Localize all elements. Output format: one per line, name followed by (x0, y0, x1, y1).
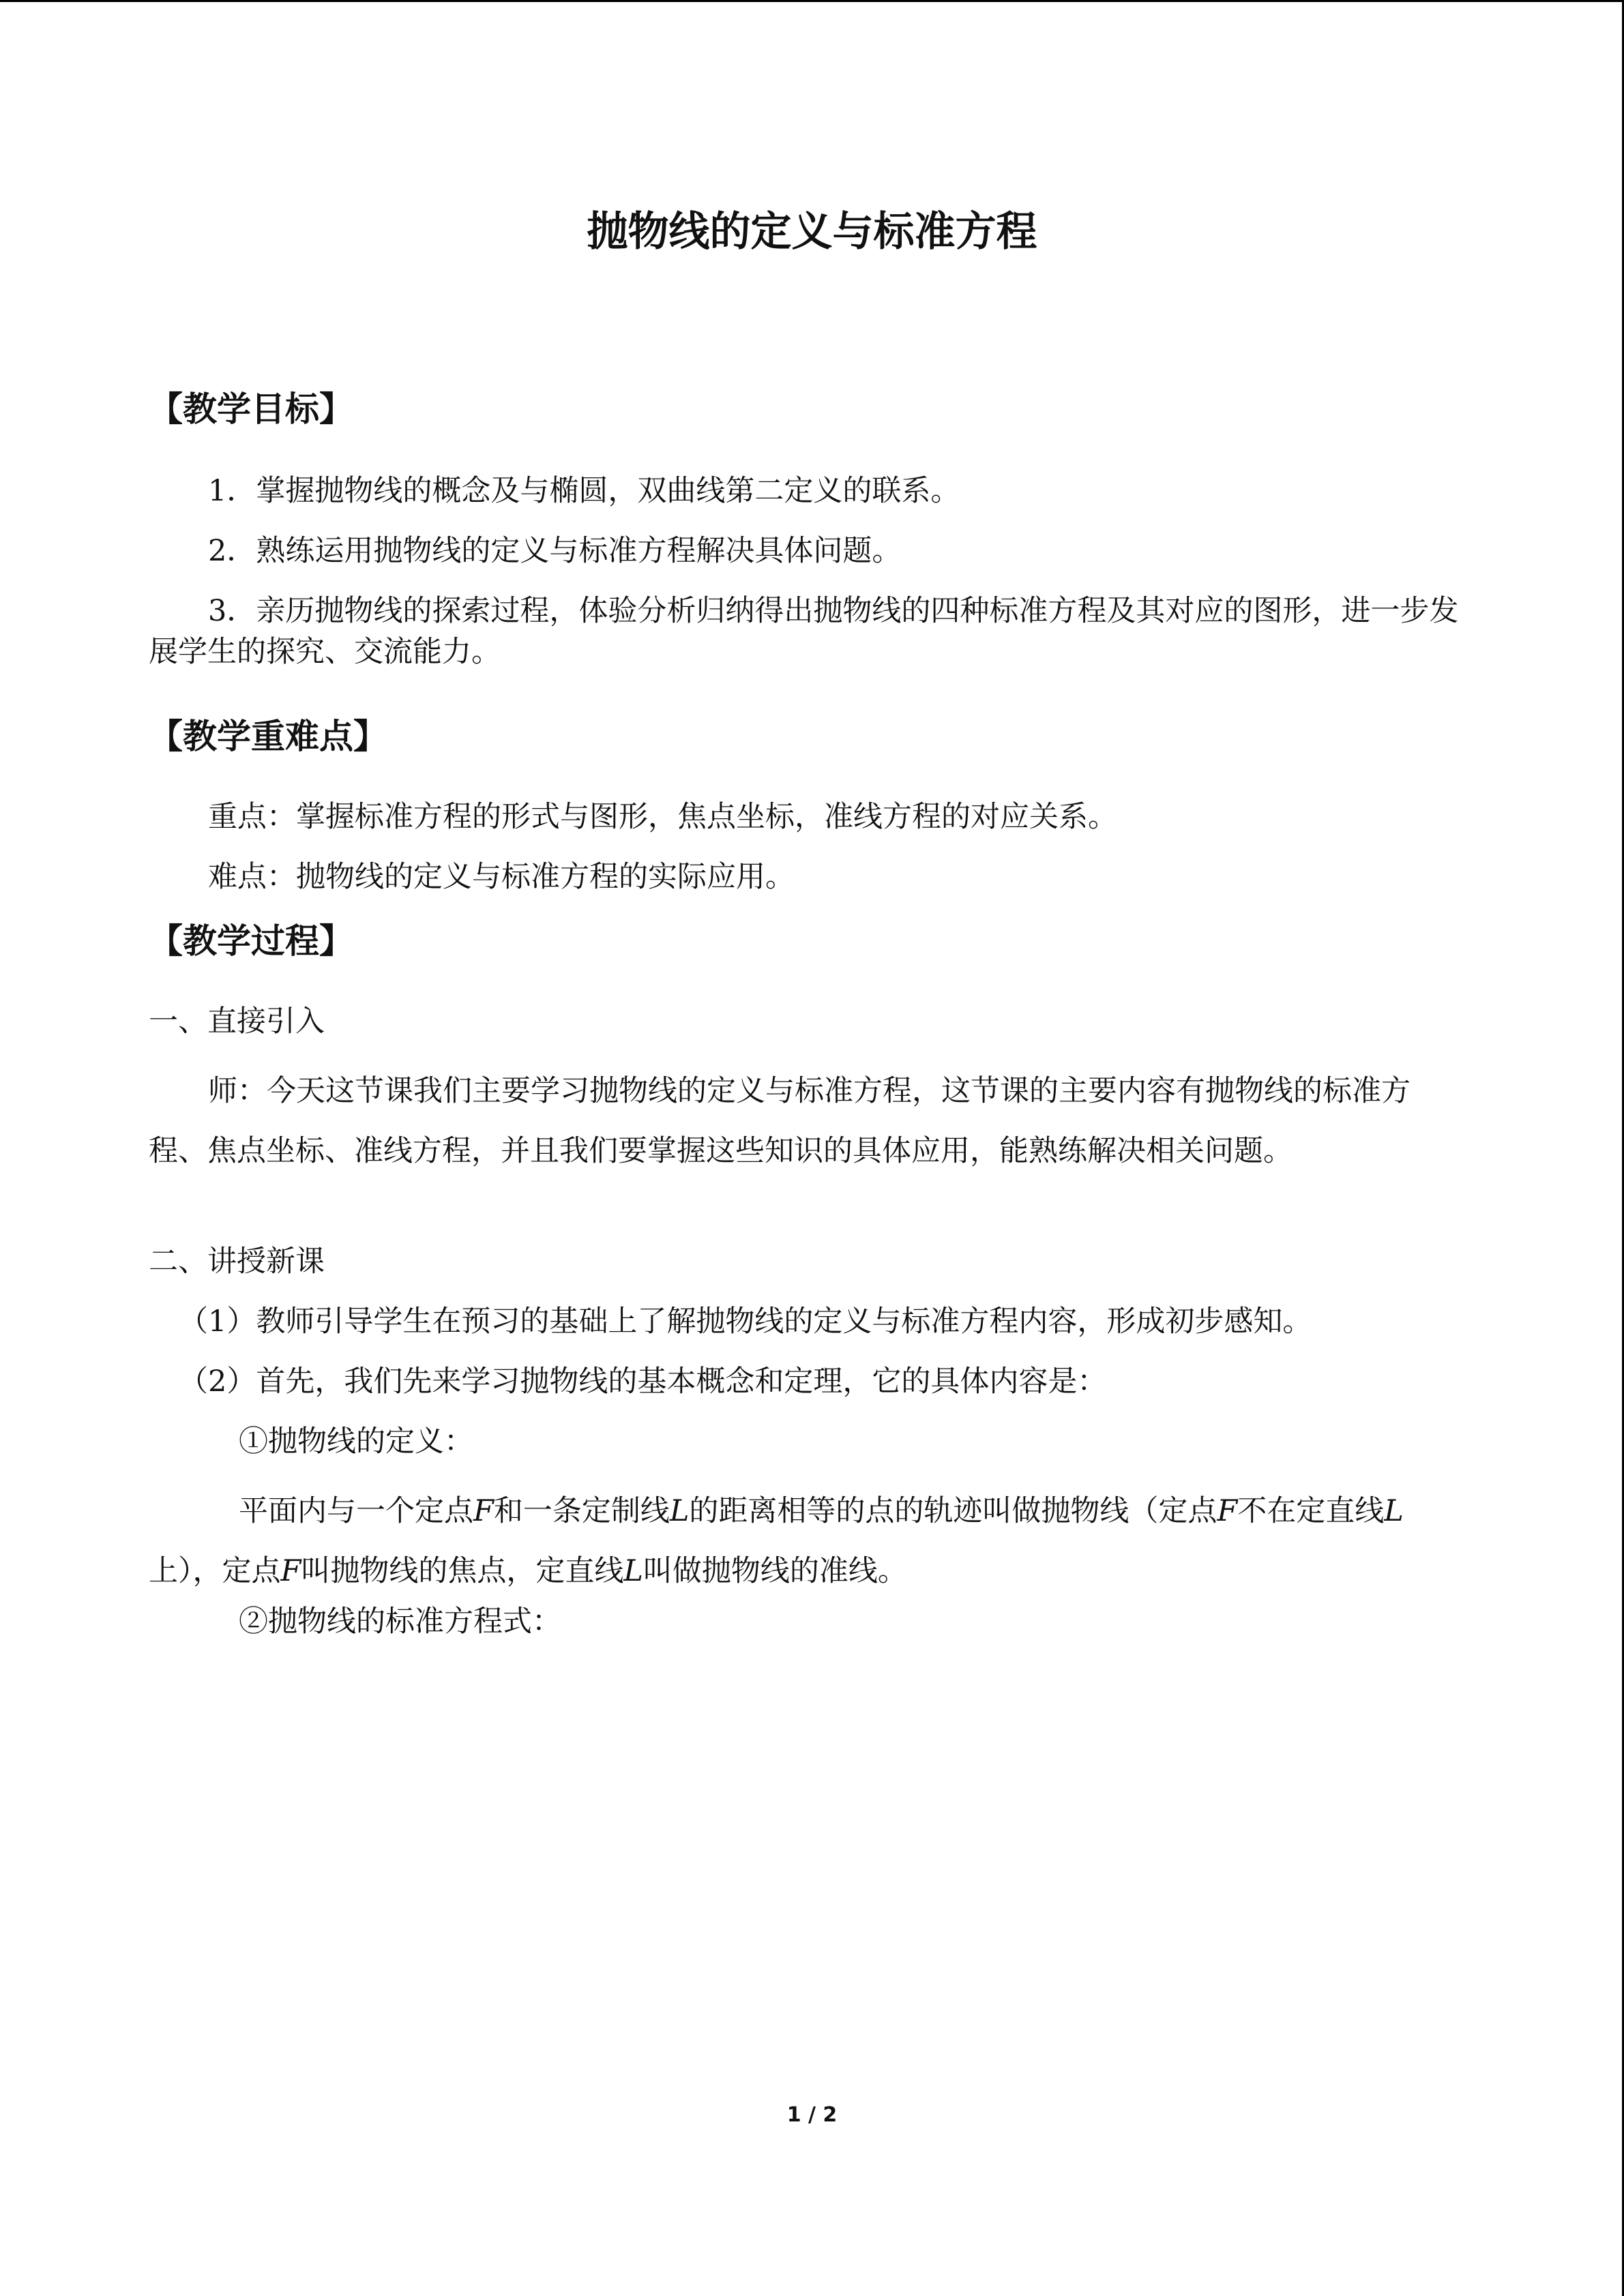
key-points-heading: 【教学重难点】 (149, 717, 387, 756)
page-number: 1 / 2 (786, 2103, 838, 2127)
objective-item-1: 1．掌握抛物线的概念及与椭圆，双曲线第二定义的联系。 (208, 474, 960, 508)
step-2: （2）首先，我们先来学习抛物线的基本概念和定理，它的具体内容是： (179, 1365, 1107, 1399)
part1-text: 师：今天这节课我们主要学习抛物线的定义与标准方程，这节课的主要内容有抛物线的标准方程、焦点坐标、准线方程，并且我们要掌握这些知识的具体应用，能熟练解决相关问题。 (149, 1074, 1411, 1168)
process-heading: 【教学过程】 (149, 921, 353, 961)
definition-label: ①抛物线的定义： (239, 1425, 473, 1459)
key-point-focus: 重点：掌握标准方程的形式与图形，焦点坐标，准线方程的对应关系。 (208, 800, 1117, 834)
point-f-symbol: F (1217, 1494, 1238, 1528)
step-1: （1）教师引导学生在预习的基础上了解抛物线的定义与标准方程内容，形成初步感知。 (179, 1304, 1312, 1339)
line-l-symbol: L (623, 1554, 643, 1588)
key-point-difficulty: 难点：抛物线的定义与标准方程的实际应用。 (208, 860, 795, 894)
objectives-heading: 【教学目标】 (149, 389, 353, 429)
definition-text: 平面内与一个定点F和一条定制线L的距离相等的点的轨迹叫做抛物线（定点F不在定直线L上），定点F叫抛物线的焦点，定直线L叫做抛物线的准线。 (149, 1494, 1404, 1588)
point-f-symbol: F (473, 1494, 494, 1528)
page-border-top (0, 0, 1624, 2)
line-l-symbol: L (669, 1494, 690, 1528)
part2-title: 二、讲授新课 (149, 1244, 325, 1279)
standard-equation-label: ②抛物线的标准方程式： (239, 1605, 561, 1639)
objective-item-3: 3．亲历抛物线的探索过程，体验分析归纳得出抛物线的四种标准方程及其对应的图形，进一步发展学生的探究、交流能力。 (149, 594, 1459, 669)
point-f-symbol: F (280, 1554, 301, 1588)
document-title: 抛物线的定义与标准方程 (587, 208, 1037, 256)
line-l-symbol: L (1384, 1494, 1404, 1528)
part1-title: 一、直接引入 (149, 1004, 325, 1039)
objective-item-2: 2．熟练运用抛物线的定义与标准方程解决具体问题。 (208, 534, 902, 568)
